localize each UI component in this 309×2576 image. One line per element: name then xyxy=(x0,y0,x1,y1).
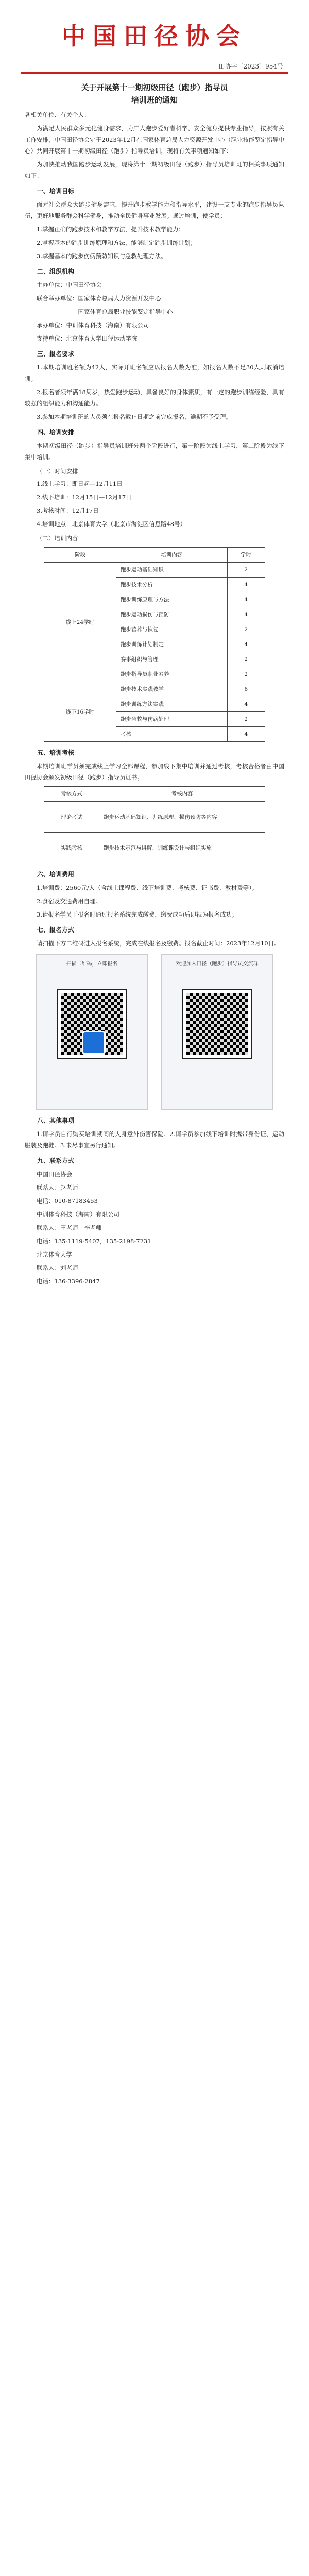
table-cell: 跑步技术实践教学 xyxy=(116,682,227,697)
table-cell: 2 xyxy=(227,622,265,637)
content-subtitle: （二）培训内容 xyxy=(37,535,78,542)
organization-item: 国家体育总局职业技能鉴定指导中心 xyxy=(37,308,173,315)
section-title-goals: 一、培训目标 xyxy=(37,188,75,195)
section-title-other: 八、其他事项 xyxy=(37,1117,75,1124)
registration-qr-card[interactable] xyxy=(36,954,148,1110)
content-table xyxy=(44,547,265,742)
table-cell: 跑步指导员职业素养 xyxy=(116,667,227,682)
table-cell: 4 xyxy=(227,578,265,592)
other-text: 1.请学员自行购买培训期间的人身意外伤害保险。2.请学员参加线下培训时携带身份证、运动服装及跑鞋。3.未尽事宜另行通知。 xyxy=(25,1130,284,1149)
schedule-item: 2.线下培训：12月15日—12月17日 xyxy=(37,494,132,501)
table-header: 学时 xyxy=(227,548,265,563)
schedule-item: 3.考核时间：12月17日 xyxy=(37,507,99,514)
goals-item: 2.掌握基本的跑步训练原理和方法，能够制定跑步训练计划； xyxy=(37,239,196,246)
table-cell: 考核 xyxy=(116,727,227,742)
requirement-item: 2.报名者须年满18周岁，热爱跑步运动，具备良好的身体素质，有一定的跑步训练经验，具有较强的组织能力和沟通能力。 xyxy=(25,388,284,407)
table-cell: 跑步运动基础知识、训练原理、损伤预防等内容 xyxy=(99,802,265,833)
table-cell: 理论考试 xyxy=(44,802,99,833)
schedule-item: 1.线上学习：即日起—12月11日 xyxy=(37,480,123,487)
contact-line: 电话：136-3396-2847 xyxy=(37,1278,100,1285)
goals-text: 面对社会群众大跑步健身需求，提升跑步教学能力和指导水平，建设一支专业的跑步指导员队伍，更好地服务群众科学健身，推动全民健身事业发展。通过培训，使学员： xyxy=(25,201,284,219)
document-title xyxy=(0,81,309,106)
table-cell: 跑步训练方法实践 xyxy=(116,697,227,712)
assessment-text: 本期培训班学员须完成线上学习全部课程，参加线下集中培训并通过考核，考核合格者由中国田径协会颁发初级田径（跑步）指导员证书。 xyxy=(25,762,284,781)
table-cell: 4 xyxy=(227,607,265,622)
organization-item: 主办单位：中国田径协会 xyxy=(37,281,102,289)
fee-item: 1.培训费：2560元/人（含线上课程费、线下培训费、考核费、证书费、教材费等）。 xyxy=(37,884,258,891)
fee-item: 2.食宿及交通费用自理。 xyxy=(37,897,101,905)
table-header: 考核方式 xyxy=(44,787,99,802)
schedule-subtitle: （一）时间安排 xyxy=(37,468,78,475)
table-row xyxy=(44,682,265,697)
table-cell: 跑步技术示范与讲解、训练课设计与组织实施 xyxy=(99,833,265,863)
qr-caption: 扫描二维码，立即报名 xyxy=(66,961,118,967)
red-divider xyxy=(21,72,288,74)
qr-code-area xyxy=(36,954,273,1110)
table-cell: 线下16学时 xyxy=(44,682,116,742)
table-cell: 跑步技术分析 xyxy=(116,578,227,592)
table-header: 考核内容 xyxy=(99,787,265,802)
table-cell: 跑步训练计划制定 xyxy=(116,637,227,652)
contact-line: 联系人：王老师 李老师 xyxy=(37,1224,102,1231)
table-row xyxy=(44,563,265,578)
table-header: 培训内容 xyxy=(116,548,227,563)
contact-line: 中训体育科技（海南）有限公司 xyxy=(37,1211,119,1218)
table-cell: 6 xyxy=(227,682,265,697)
section-title-assessment: 五、培训考核 xyxy=(37,749,75,756)
table-cell: 实践考核 xyxy=(44,833,99,863)
organization-item: 支持单位：北京体育大学田径运动学院 xyxy=(37,335,138,342)
table-cell: 跑步急救与伤病处理 xyxy=(116,712,227,727)
title-line-2: 培训班的通知 xyxy=(131,95,178,105)
org-header: 中国田径协会 xyxy=(62,22,247,50)
table-cell: 赛事组织与管理 xyxy=(116,652,227,667)
table-cell: 4 xyxy=(227,592,265,607)
table-header: 阶段 xyxy=(44,548,116,563)
fee-item: 3.请报名学员于报名时通过报名系统完成缴费，缴费成功后即视为报名成功。 xyxy=(37,911,238,918)
section-title-fees: 六、培训费用 xyxy=(37,871,75,878)
table-cell: 2 xyxy=(227,652,265,667)
arrangement-text: 本期初级田径（跑步）指导员培训班分两个阶段进行，第一阶段为线上学习，第二阶段为线下集中培训。 xyxy=(25,442,284,461)
contact-line: 北京体育大学 xyxy=(37,1251,72,1258)
contact-line: 联系人：刘老师 xyxy=(37,1264,78,1272)
registration-text: 请扫描下方二维码进入报名系统，完成在线报名及缴费。报名截止时间：2023年12月10日。 xyxy=(37,940,280,947)
app-logo-icon xyxy=(82,1031,106,1055)
contact-line: 中国田径协会 xyxy=(37,1171,72,1178)
qr-code-icon[interactable] xyxy=(183,990,251,1058)
table-cell: 跑步营养与恢复 xyxy=(116,622,227,637)
organization-item: 承办单位：中训体育科技（海南）有限公司 xyxy=(37,321,149,329)
contact-line: 电话：135-1119-5407，135-2198-7231 xyxy=(37,1238,151,1245)
contact-line: 电话：010-87183453 xyxy=(37,1197,98,1205)
table-row xyxy=(44,802,265,833)
requirement-item: 1.本期培训班名额为42人，实际开班名额应以报名人数为准，如报名人数不足30人则取消培训。 xyxy=(25,364,284,382)
section-title-requirements: 三、报名要求 xyxy=(37,350,75,358)
qr-caption: 欢迎加入田径（跑步）指导员交流群 xyxy=(176,961,259,967)
title-line-1: 关于开展第十一期初级田径（跑步）指导员 xyxy=(81,83,228,92)
goals-item: 3.掌握基本的跑步伤病预防知识与急救处理方法。 xyxy=(37,252,167,260)
group-qr-card[interactable] xyxy=(161,954,273,1110)
table-cell: 线上24学时 xyxy=(44,563,116,682)
intro-paragraph-1: 为满足人民群众多元化健身需求，为广大跑步爱好者科学、安全健身提供专业指导，按照有关工作安排，中国田径协会定于2023年12月在国家体育总局人力资源开发中心（职业技能鉴定指导中心）共同开展第十一期初级田径（跑步）指导员培训，现将有关事项通知如下： xyxy=(25,125,284,155)
table-cell: 跑步运动损伤与预防 xyxy=(116,607,227,622)
section-title-registration: 七、报名方式 xyxy=(37,926,75,934)
assessment-table xyxy=(44,786,265,863)
requirement-item: 3.参加本期培训班的人员须在报名截止日期之前完成报名，逾期不予受理。 xyxy=(37,413,232,420)
document-body xyxy=(25,109,284,1289)
table-cell: 4 xyxy=(227,697,265,712)
document-number: 田协字〔2023〕954号 xyxy=(218,63,283,70)
table-cell: 跑步运动基础知识 xyxy=(116,563,227,578)
location-text: 4.培训地点：北京体育大学（北京市海淀区信息路48号） xyxy=(37,520,186,528)
goals-item: 1.掌握正确的跑步技术和教学方法，提升技术教学能力； xyxy=(37,226,184,233)
table-cell: 跑步训练原理与方法 xyxy=(116,592,227,607)
organization-item: 联合举办单位：国家体育总局人力资源开发中心 xyxy=(37,295,161,302)
section-title-organization: 二、组织机构 xyxy=(37,268,75,275)
intro-paragraph-2: 为加快推动我国跑步运动发展，现将第十一期初级田径（跑步）指导员培训班的相关事项通知如下： xyxy=(25,161,284,179)
salutation: 各相关单位、有关个人： xyxy=(25,111,90,118)
section-title-contacts: 九、联系方式 xyxy=(37,1157,75,1164)
contact-line: 联系人：赵老师 xyxy=(37,1184,78,1191)
table-cell: 2 xyxy=(227,563,265,578)
section-title-arrangement: 四、培训安排 xyxy=(37,429,75,436)
table-cell: 2 xyxy=(227,712,265,727)
table-cell: 4 xyxy=(227,637,265,652)
table-cell: 2 xyxy=(227,667,265,682)
table-cell: 4 xyxy=(227,727,265,742)
table-row xyxy=(44,833,265,863)
